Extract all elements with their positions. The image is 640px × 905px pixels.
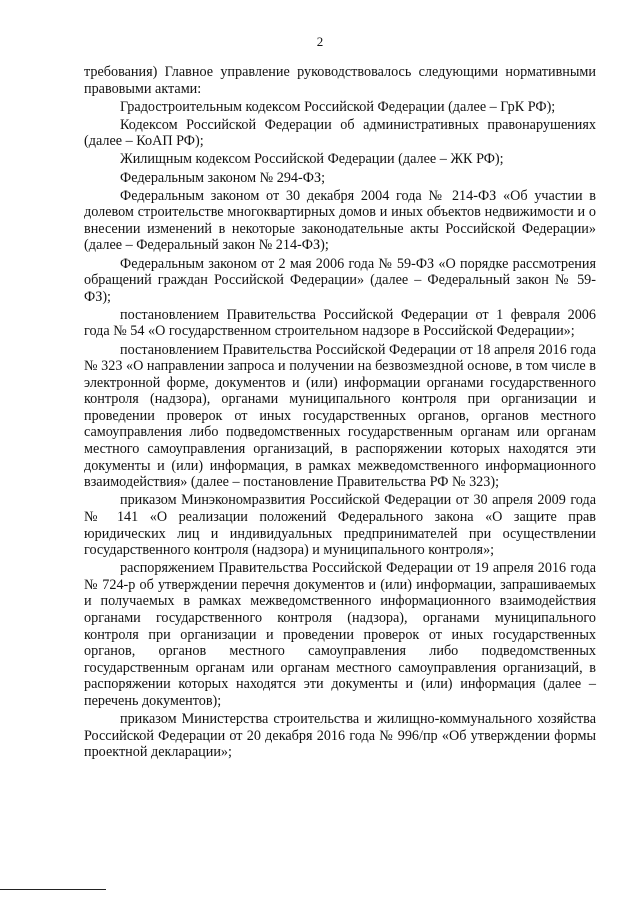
paragraph-zhk: Жилищным кодексом Российской Федерации (далее – ЖК РФ);	[120, 151, 504, 168]
document-body	[84, 64, 596, 762]
paragraph-fz-214: Федеральным законом от 30 декабря 2004 года № 214-ФЗ «Об участии в долевом строительстве многоквартирных домов и иных объектов недвижимости и о внесении изменений в некоторые законодательные акты Российской Федерации» (далее – Федеральный закон № 214-ФЗ);	[84, 187, 596, 254]
paragraph-postanovlenie-323: постановлением Правительства Российской Федерации от 18 апреля 2016 года № 323 «О направлении запроса и получении на безвозмездной основе, в том числе в электронной форме, документов и (или) информации органами государственного контроля (надзора), органами муниципального контроля при организации и проведении проверок от иных государственных органов, органов местного самоуправления либо подведомственных государственным органам или органам местного самоуправления организаций, в распоряжении которых находятся эти документы и (или) информация, в рамках межведомственного информационного взаимодействия» (далее – постановление Правительства РФ № 323);	[84, 341, 596, 491]
paragraph-prikaz-996: приказом Министерства строительства и жилищно-коммунального хозяйства Российской Федерации от 20 декабря 2016 года № 996/пр «Об утверждении формы проектной декларации»;	[84, 711, 596, 761]
paragraph-fz-59: Федеральным законом от 2 мая 2006 года № 59-ФЗ «О порядке рассмотрения обращений граждан Российской Федерации» (далее – Федеральный закон № 59-ФЗ);	[84, 255, 596, 305]
paragraph-postanovlenie-54: постановлением Правительства Российской Федерации от 1 февраля 2006 года № 54 «О государственном строительном надзоре в Российской Федерации»;	[84, 306, 596, 340]
page-number: 2	[316, 34, 324, 49]
paragraph-intro: требования) Главное управление руководствовалось следующими нормативными правовыми актами:	[84, 64, 596, 97]
paragraph-rasporyazhenie-724: распоряжением Правительства Российской Федерации от 19 апреля 2016 года № 724-р об утверждении перечня документов и (или) информации, запрашиваемых и получаемых в рамках межведомственного информационного взаимодействия органами государственного контроля (надзора), органами муниципального контроля при организации и проведении проверок от иных государственных органов, органов местного самоуправления либо подведомственных государственным органам или органам местного самоуправления организаций, в распоряжении которых находятся эти документы и (или) информация (далее – перечень документов);	[84, 560, 596, 709]
footer-divider	[0, 889, 106, 890]
paragraph-koap: Кодексом Российской Федерации об административных правонарушениях (далее – КоАП РФ);	[84, 116, 596, 150]
paragraph-fz-294: Федеральным законом № 294-ФЗ;	[120, 169, 326, 186]
paragraph-grk: Градостроительным кодексом Российской Федерации (далее – ГрК РФ);	[120, 98, 556, 115]
paragraph-prikaz-141: приказом Минэкономразвития Российской Федерации от 30 апреля 2009 года № 141 «О реализации положений Федерального закона «О защите прав юридических лиц и индивидуальных предпринимателей при осуществлении государственного контроля (надзора) и муниципального контроля»;	[84, 492, 596, 559]
